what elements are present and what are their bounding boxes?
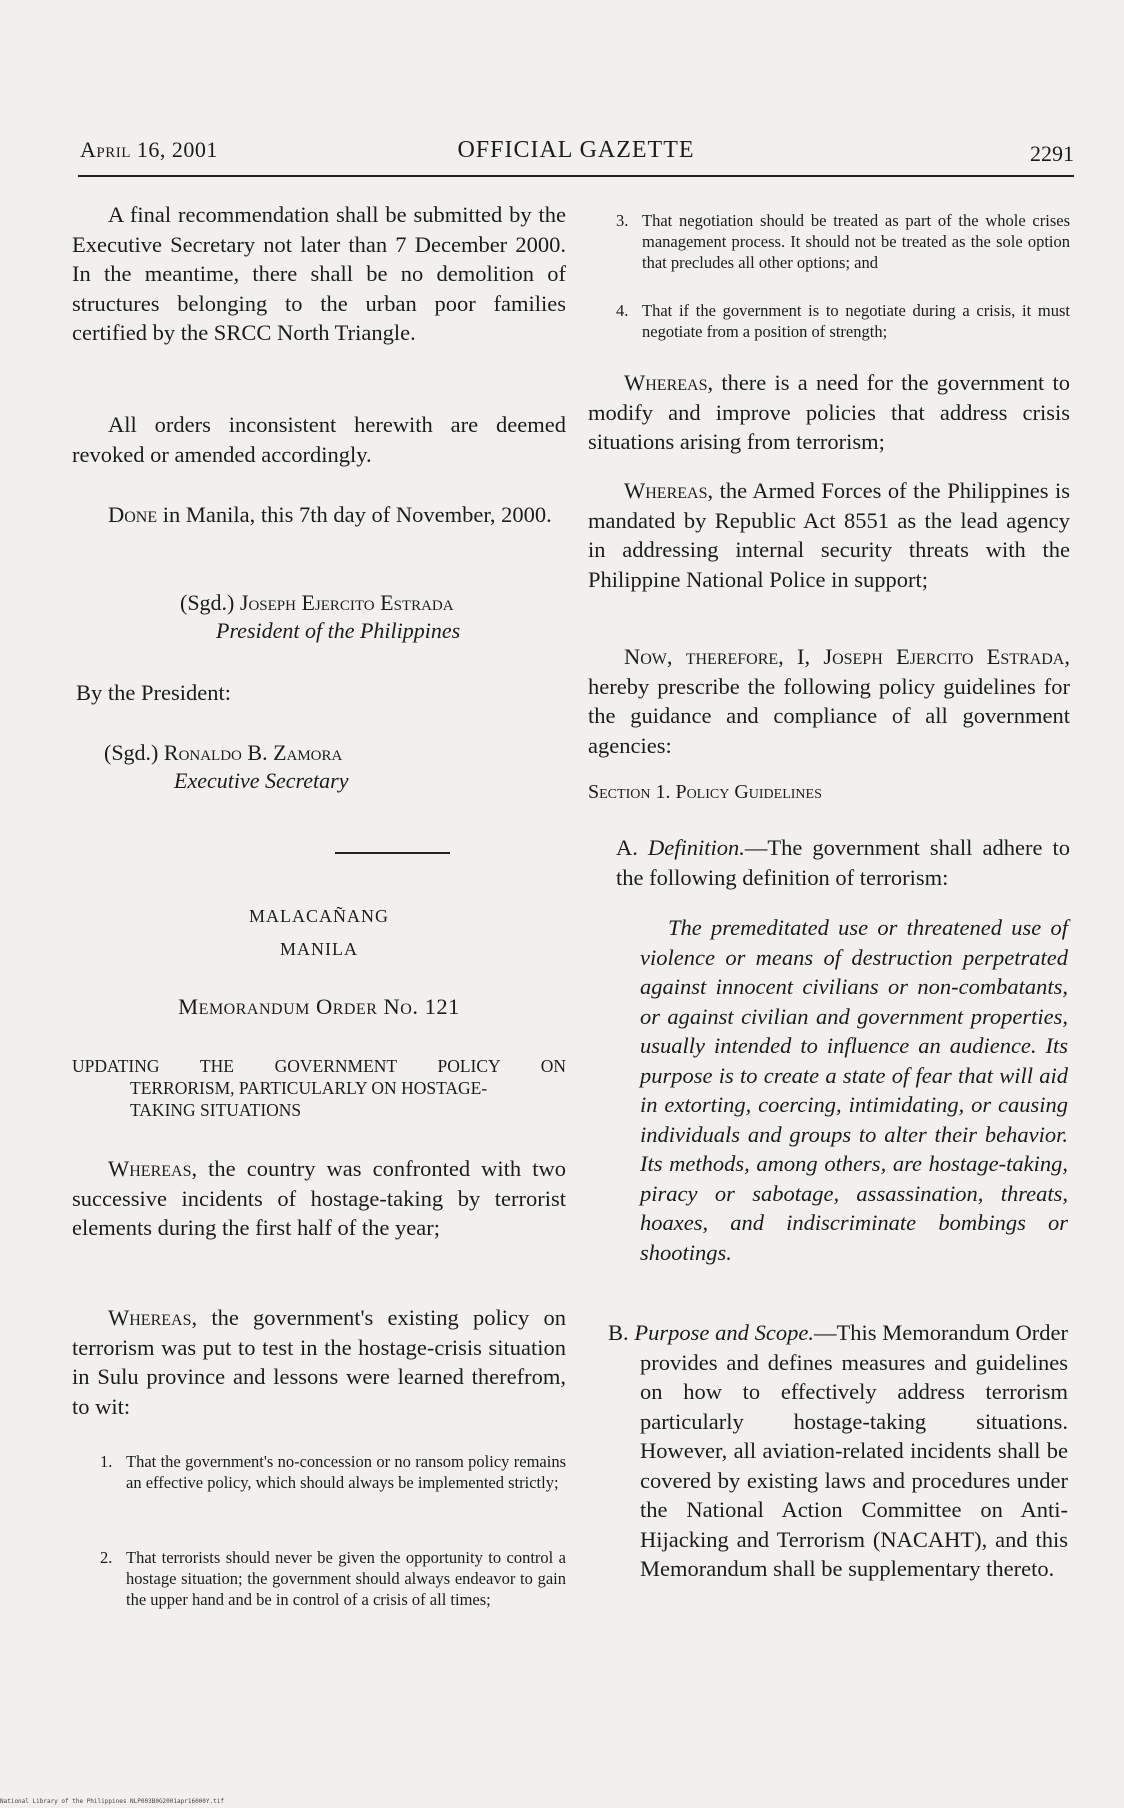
sgd-prefix: (Sgd.) <box>104 740 164 765</box>
item-label: B. <box>608 1320 635 1345</box>
done-lead: Done <box>108 502 158 527</box>
item-number: 3. <box>616 211 629 230</box>
publication-title: OFFICIAL GAZETTE <box>457 137 695 163</box>
item-text: That terrorists should never be given the opportunity to control a hostage situation; the government should always endeavor to gain the upper hand and be in control of a crisis of all times; <box>126 1548 566 1609</box>
section-divider <box>335 852 450 854</box>
page-number: 2291 <box>1030 141 1074 166</box>
item-text: That if the government is to negotiate during a crisis, it must negotiate from a position of strength; <box>642 301 1070 341</box>
item-text: —This Memorandum Order provides and defines measures and guidelines on how to effectively address terrorism particularly hostage-taking situations. However, all aviation-related incidents shall be covered by existing laws and procedures under the National Action Committee on Anti-Hijacking and Terrorism (NACAHT), and this Memorandum shall be supplementary thereto. <box>640 1320 1069 1581</box>
subject-line-1: UPDATING THE GOVERNMENT POLICY ON <box>72 1056 566 1076</box>
signature-secretary-name <box>104 740 524 766</box>
now-therefore-lead: Now, therefore, I, Joseph Ejercito Estrada <box>624 644 1065 669</box>
memo-title: Memorandum Order No. 121 <box>178 994 460 1019</box>
item-number: 1. <box>100 1452 113 1471</box>
item-number: 2. <box>100 1548 113 1567</box>
signature-executive-secretary <box>104 740 524 794</box>
section-heading: Section 1. Policy Guidelines <box>588 781 822 803</box>
item-label: A. <box>616 835 648 860</box>
paragraph-done-in-manila <box>72 500 566 530</box>
issue-date: April 16, 2001 <box>80 137 218 162</box>
whereas-lead: Whereas <box>108 1305 192 1330</box>
whereas-lead: Whereas <box>624 370 708 395</box>
done-text: in Manila, this 7th day of November, 2000. <box>157 502 552 527</box>
item-text: That the government's no-concession or no ransom policy remains an effective policy, which should always be implemented strictly; <box>126 1452 566 1492</box>
now-therefore-text: , hereby prescribe the following policy guidelines for the guidance and compliance of all government agencies: <box>588 644 1070 758</box>
office-manila: MANILA <box>280 939 358 959</box>
page-header <box>78 137 1074 177</box>
by-the-president: By the President: <box>76 680 231 705</box>
whereas-text: , the Armed Forces of the Philippines is mandated by Republic Act 8551 as the lead agency in addressing internal security threats with the Philippine National Police in support; <box>588 478 1070 592</box>
whereas-armed-forces <box>588 476 1070 594</box>
scan-footer: National Library of the Philippines NLP003B0G2001apr16000Y.tif <box>0 1798 224 1805</box>
whereas-text: , there is a need for the government to modify and improve policies that address crisis situations arising from terrorism; <box>588 370 1070 454</box>
whereas-modify-policies <box>588 368 1070 457</box>
office-malacanang: MALACAÑANG <box>249 906 389 926</box>
lesson-item-1 <box>72 1451 566 1493</box>
lesson-item-4 <box>588 300 1070 342</box>
item-term: Purpose and Scope. <box>634 1320 815 1345</box>
president-title: President of the Philippines <box>216 618 461 643</box>
whereas-lead: Whereas <box>624 478 708 503</box>
whereas-incidents <box>72 1154 566 1243</box>
header-rule <box>78 175 1074 177</box>
president-name: Joseph Ejercito Estrada <box>239 590 454 615</box>
item-text: —The government shall adhere to the following definition of terrorism: <box>616 835 1071 890</box>
whereas-text: , the country was confronted with two successive incidents of hostage-taking by terrorist elements during the first half of the year; <box>72 1156 566 1240</box>
lesson-item-2 <box>72 1547 566 1610</box>
memo-subject <box>72 1055 566 1121</box>
item-text: That negotiation should be treated as part of the whole crises management process. It should not be treated as the sole option that precludes all other options; and <box>642 211 1070 272</box>
subject-line-3: TAKING SITUATIONS <box>130 1100 302 1120</box>
sgd-prefix: (Sgd.) <box>180 590 240 615</box>
now-therefore <box>588 642 1070 760</box>
definition-a <box>616 833 1070 892</box>
subject-line-2: TERRORISM, PARTICULARLY ON HOSTAGE- <box>130 1078 488 1098</box>
item-number: 4. <box>616 301 629 320</box>
signature-president-name <box>180 590 580 616</box>
whereas-existing-policy <box>72 1303 566 1421</box>
secretary-title: Executive Secretary <box>174 768 349 793</box>
whereas-text: , the government's existing policy on terrorism was put to test in the hostage-crisis situation in Sulu province and lessons were learned therefrom, to wit: <box>72 1305 566 1419</box>
definition-b <box>608 1318 1068 1584</box>
paragraph-orders-revoked: All orders inconsistent herewith are deemed revoked or amended accordingly. <box>72 412 566 467</box>
terrorism-definition: The premeditated use or threatened use of violence or means of destruction perpetrated against innocent civilians or non-combatants, or against civilian and government properties, usually intended to influence an audience. Its purpose is to create a state of fear that will aid in extorting, coercing, intimidating, or causing individuals and groups to alter their behavior. Its methods, among others, are hostage-taking, piracy or sabotage, assassination, threats, hoaxes, and indiscriminate bombings or shootings. <box>640 915 1068 1265</box>
whereas-lead: Whereas <box>108 1156 192 1181</box>
signature-president <box>180 590 580 644</box>
lesson-item-3 <box>588 210 1070 273</box>
secretary-name: Ronaldo B. Zamora <box>163 740 343 765</box>
item-term: Definition. <box>647 835 745 860</box>
paragraph-recommendation: A final recommendation shall be submitted by the Executive Secretary not later than 7 December 2000. In the meantime, there shall be no demolition of structures belonging to the urban poor families certified by the SRCC North Triangle. <box>72 202 566 345</box>
